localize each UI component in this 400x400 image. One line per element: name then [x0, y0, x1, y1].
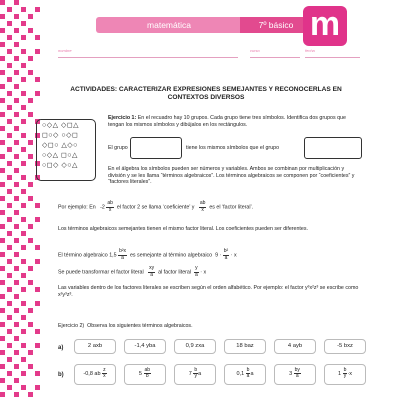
grid-square [7, 147, 12, 152]
grid-square [7, 35, 12, 40]
grid-square [28, 350, 33, 355]
grid-square [21, 105, 26, 110]
symbol-row: ○◇△ ◇◻△ [42, 122, 80, 129]
symbol-row: ○◻◇ ◇○△ [42, 162, 78, 169]
grid-square [28, 154, 33, 159]
grid-square [7, 161, 12, 166]
grid-square [0, 322, 5, 327]
grid-square [28, 196, 33, 201]
similar-fraction-2: $\frac{\text{b²}}{a}$ [223, 248, 229, 261]
term-trailing-factor: a [250, 371, 254, 377]
algebraic-term-cell: -5 bxz [324, 339, 366, 354]
grid-square [21, 133, 26, 138]
algebraic-term-cell: 2 axb [74, 339, 116, 354]
grid-square [7, 231, 12, 236]
grid-square [7, 385, 12, 390]
grid-square [0, 168, 5, 173]
grid-square [21, 259, 26, 264]
grid-square [0, 182, 5, 187]
transform-fraction-2: $\frac{y}{a}$ [195, 265, 198, 278]
grid-square [21, 315, 26, 320]
grid-square [14, 350, 19, 355]
row-b-label: b) [58, 372, 64, 378]
term-coefficient: 1 [338, 371, 342, 377]
transform-mid: al factor literal [158, 269, 192, 276]
grid-square [21, 231, 26, 236]
grid-square [14, 364, 19, 369]
exercise-2-heading [58, 323, 193, 330]
grid-square [28, 266, 33, 271]
grid-square [21, 287, 26, 292]
page-title: ACTIVIDADES: CARACTERIZAR EXPRESIONES SEMEJANTES Y RECONOCERLAS EN CONTEXTOS DIVERSOS [70, 86, 342, 101]
term-coefficient: 7 [188, 371, 192, 377]
grade-label: 7º básico [240, 17, 312, 33]
grid-square [21, 49, 26, 54]
grid-square [7, 287, 12, 292]
example-mid-text: el factor [116, 204, 136, 211]
math-logo: m [303, 6, 347, 46]
grid-square [0, 154, 5, 159]
algebraic-term-cell: 18 baz [224, 339, 266, 354]
grid-square [21, 343, 26, 348]
algebraic-fraction-term-cell [174, 364, 216, 385]
grid-square [0, 238, 5, 243]
grid-square [14, 294, 19, 299]
grid-square [14, 42, 19, 47]
date-field-label: fecha [305, 48, 315, 53]
grid-square [21, 119, 26, 124]
grid-square [0, 98, 5, 103]
grid-square [28, 112, 33, 117]
grid-square [0, 140, 5, 145]
grid-square [21, 273, 26, 278]
grid-square [14, 0, 19, 5]
grid-square [28, 28, 33, 33]
coefficient-example [58, 201, 358, 213]
example-literal-fraction: $\frac{ab}{x}$ [199, 200, 206, 213]
grid-square [7, 273, 12, 278]
grid-square [35, 343, 40, 348]
course-field[interactable] [250, 49, 300, 58]
grid-square [14, 336, 19, 341]
grid-square [21, 301, 26, 306]
grid-square [0, 308, 5, 313]
exercise-2-instructions: Observa los siguientes términos algebraicos. [87, 323, 193, 329]
grid-square [14, 70, 19, 75]
grid-square [35, 77, 40, 82]
decorative-pink-grid [0, 0, 44, 400]
term-trailing-factor: a [198, 371, 202, 377]
grid-square [35, 301, 40, 306]
term-fraction: $\frac{b}{a}$ [246, 366, 250, 380]
grid-square [35, 259, 40, 264]
grid-square [28, 322, 33, 327]
term-fraction: $\frac{by}{a}$ [294, 366, 300, 380]
grid-square [0, 294, 5, 299]
grid-square [21, 147, 26, 152]
same-symbols-label: tiene los mismos símbolos que el grupo [186, 145, 280, 151]
symbol-row: ◻○◇ ○◇◻ [42, 132, 79, 139]
term-trailing-factor: ·x [347, 371, 352, 377]
grid-square [35, 35, 40, 40]
grid-square [21, 357, 26, 362]
grid-square [21, 91, 26, 96]
term-fraction: $\frac{b}{y}$ [343, 366, 347, 380]
grid-square [0, 266, 5, 271]
grid-square [21, 7, 26, 12]
grid-square [14, 56, 19, 61]
course-field-label: curso [250, 48, 260, 53]
grid-square [7, 21, 12, 26]
exercise-1-label: Ejercicio 1: [108, 115, 137, 121]
grid-square [28, 392, 33, 397]
grid-square [28, 140, 33, 145]
similar-term-example [58, 249, 237, 261]
grid-square [14, 280, 19, 285]
transform-example [58, 266, 206, 278]
grid-square [0, 210, 5, 215]
grid-square [14, 378, 19, 383]
grid-square [0, 252, 5, 257]
algebraic-fraction-term-cell [274, 364, 316, 385]
grid-square [0, 84, 5, 89]
grid-square [0, 392, 5, 397]
grid-square [35, 217, 40, 222]
grid-square [21, 371, 26, 376]
transform-prefix: Se puede transformar el factor literal [58, 269, 144, 276]
grid-square [35, 49, 40, 54]
group-answer-box-1[interactable] [130, 137, 182, 159]
grid-square [0, 364, 5, 369]
grid-square [7, 7, 12, 12]
grid-square [21, 189, 26, 194]
algebraic-fraction-term-cell [324, 364, 366, 385]
grid-square [21, 245, 26, 250]
grid-square [21, 385, 26, 390]
term-fraction: $\frac{z}{x}$ [103, 366, 106, 380]
grid-square [0, 14, 5, 19]
grid-square [28, 56, 33, 61]
grid-square [35, 287, 40, 292]
grid-square [35, 7, 40, 12]
similar-tail: · x [230, 252, 237, 259]
exercise-1-text [108, 115, 362, 128]
algebraic-fraction-term-cell [124, 364, 166, 385]
grid-square [7, 189, 12, 194]
transform-tail: · x [200, 269, 207, 276]
grid-square [35, 203, 40, 208]
grid-square [7, 77, 12, 82]
algebraic-fraction-term-cell [224, 364, 266, 385]
name-field[interactable] [58, 49, 238, 58]
symbol-row: ◇◻○ △◇○ [42, 142, 78, 149]
grid-square [28, 14, 33, 19]
grid-square [14, 238, 19, 243]
row-a-label: a) [58, 345, 64, 351]
grid-square [0, 42, 5, 47]
grid-square [14, 168, 19, 173]
grid-square [0, 350, 5, 355]
grid-square [14, 210, 19, 215]
grid-square [35, 371, 40, 376]
grid-square [7, 63, 12, 68]
example-prefix: Por ejemplo: En [58, 204, 96, 211]
grid-square [21, 77, 26, 82]
grid-square [28, 308, 33, 313]
grid-square [14, 182, 19, 187]
grid-square [14, 392, 19, 397]
transform-fraction-1: $\frac{xy}{a}$ [149, 265, 155, 278]
grid-square [14, 112, 19, 117]
grid-square [28, 70, 33, 75]
group-label: El grupo [108, 145, 128, 151]
exercise-1-instructions: En el recuadro hay 10 grupos. Cada grupo tiene tres símbolos. Identifica dos grupos que tengan los mismos símbolos y dibújalos en los rectángulos. [108, 115, 346, 128]
grid-square [28, 280, 33, 285]
group-answer-box-2[interactable] [304, 137, 362, 159]
alphabetical-order-paragraph: Las variables dentro de los factores literales se escriben según el orden alfabético. Por ejemplo: el factor y³x²z³ se escribe como x²y³z³. [58, 285, 359, 298]
grid-square [0, 28, 5, 33]
grid-square [14, 98, 19, 103]
grid-square [28, 364, 33, 369]
symbol-row: ○◇△ ◻○△ [42, 152, 78, 159]
exercise-2-label: Ejercicio 2) [58, 323, 85, 329]
grid-square [14, 322, 19, 327]
term-coefficient: -0,8 ab [83, 371, 101, 377]
grid-square [7, 329, 12, 334]
grid-square [7, 119, 12, 124]
term-coefficient: 3 [289, 371, 293, 377]
grid-square [7, 91, 12, 96]
grid-square [21, 217, 26, 222]
grid-square [0, 224, 5, 229]
grid-square [0, 112, 5, 117]
algebra-intro-paragraph: En el álgebra los símbolos pueden ser números y variables. Ambos se combinan por multiplicación y división y se les llama “términos algebraicos”. Los términos algebraicos se componen por “coeficientes” y “factores literales”. [108, 166, 355, 186]
grid-square [14, 266, 19, 271]
subject-label: matemática [96, 17, 242, 33]
grid-square [0, 196, 5, 201]
grid-square [14, 84, 19, 89]
grid-square [7, 133, 12, 138]
algebraic-term-cell: 0,9 zxa [174, 339, 216, 354]
algebraic-term-cell: -1,4 yba [124, 339, 166, 354]
grid-square [21, 203, 26, 208]
algebraic-term-cell: 4 ayb [274, 339, 316, 354]
example-coefficient: -2 [100, 204, 105, 211]
grid-square [7, 49, 12, 54]
date-field[interactable] [305, 49, 360, 58]
grid-square [7, 301, 12, 306]
grid-square [14, 196, 19, 201]
grid-square [14, 308, 19, 313]
name-field-label: nombre [58, 48, 72, 53]
term-coefficient: 0,1 [236, 371, 245, 377]
grid-square [14, 140, 19, 145]
similar-prefix: El término algebraico 1,5 [58, 252, 117, 259]
grid-square [35, 385, 40, 390]
grid-square [0, 378, 5, 383]
grid-square [7, 315, 12, 320]
grid-square [28, 182, 33, 187]
similar-fraction-1: $\frac{\text{b²x}}{a}$ [119, 248, 127, 261]
similar-mid: es semejante al término algebraico [129, 252, 213, 259]
grid-square [7, 105, 12, 110]
grid-square [0, 280, 5, 285]
grid-square [35, 329, 40, 334]
grid-square [0, 336, 5, 341]
similar-terms-paragraph: Los términos algebraicos semejantes tienen el mismo factor literal. Los coeficientes pueden ser diferentes. [58, 226, 308, 232]
grid-square [28, 224, 33, 229]
grid-square [21, 329, 26, 334]
grid-square [0, 56, 5, 61]
term-fraction: $\frac{ab}{b}$ [144, 366, 151, 380]
grid-square [7, 371, 12, 376]
symbol-groups-box [36, 119, 96, 181]
example-mid-text-2: se llama ‘coeficiente’ y [141, 204, 195, 211]
grid-square [35, 245, 40, 250]
grid-square [0, 0, 5, 5]
example-suffix: es el ‘factor literal’. [209, 204, 254, 211]
grid-square [28, 98, 33, 103]
term-fraction: $\frac{b}{y}$ [194, 366, 198, 380]
grid-square [21, 35, 26, 40]
grid-square [14, 14, 19, 19]
algebraic-fraction-term-cell [74, 364, 116, 385]
example-fraction: $\frac{ab}{x}$ [107, 200, 113, 213]
similar-coef: 9 · [215, 252, 222, 259]
grid-square [0, 70, 5, 75]
grid-square [21, 175, 26, 180]
grid-square [7, 175, 12, 180]
grid-square [14, 154, 19, 159]
grid-square [7, 357, 12, 362]
grid-square [14, 28, 19, 33]
grid-square [7, 245, 12, 250]
grid-square [21, 21, 26, 26]
grid-square [0, 126, 5, 131]
grid-square [14, 224, 19, 229]
grid-square [28, 238, 33, 243]
grid-square [21, 161, 26, 166]
grid-square [7, 217, 12, 222]
grid-square [14, 252, 19, 257]
grid-square [21, 63, 26, 68]
term-coefficient: 5 [138, 371, 142, 377]
example-coefficient-2: 2 [137, 204, 141, 211]
grid-square [7, 203, 12, 208]
grid-square [7, 259, 12, 264]
grid-square [35, 91, 40, 96]
grid-square [14, 126, 19, 131]
grid-square [7, 343, 12, 348]
